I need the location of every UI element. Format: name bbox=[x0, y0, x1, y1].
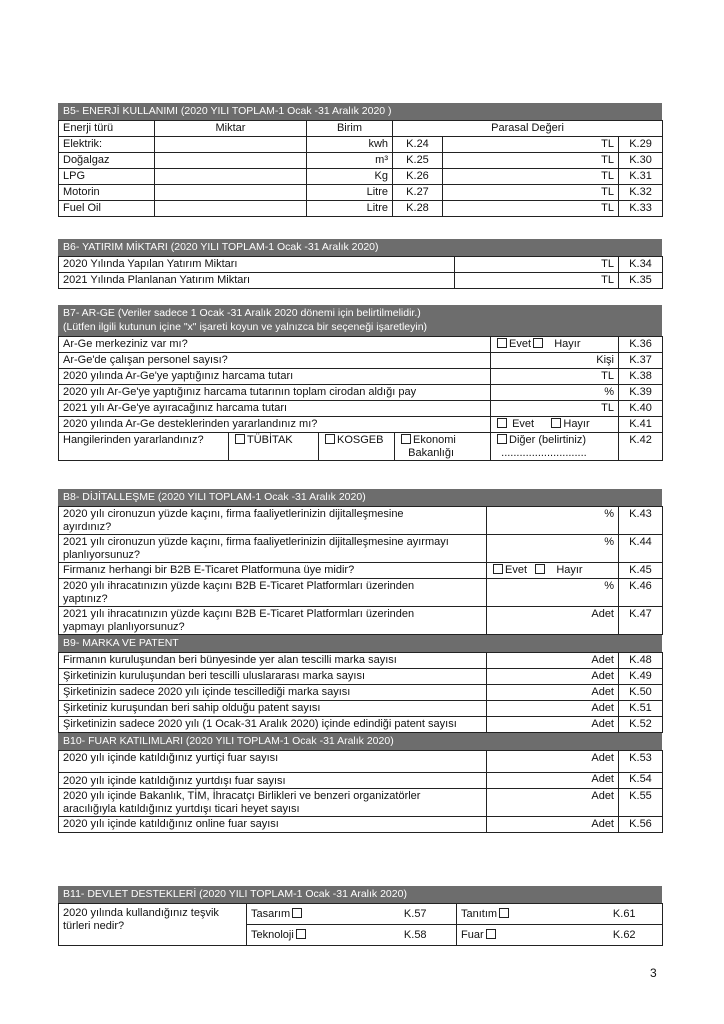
question-label: 2020 yılı içinde katıldığınız yurtiçi fuar sayısı bbox=[59, 751, 487, 773]
code: K.42 bbox=[619, 433, 663, 461]
code: K.55 bbox=[619, 789, 663, 817]
code: K.37 bbox=[619, 353, 663, 369]
table-row bbox=[59, 579, 663, 607]
value-field[interactable]: Adet bbox=[487, 701, 619, 717]
amount-field[interactable] bbox=[155, 169, 307, 185]
no-checkbox[interactable] bbox=[551, 418, 561, 428]
yes-label: Evet bbox=[512, 418, 535, 430]
code: K.52 bbox=[619, 717, 663, 733]
question-label: Ar-Ge'de çalışan personel sayısı? bbox=[59, 353, 491, 369]
amount-field[interactable] bbox=[155, 153, 307, 169]
yes-no-choice bbox=[487, 563, 619, 579]
col-unit: Birim bbox=[307, 121, 393, 137]
option-ministry[interactable] bbox=[395, 433, 491, 461]
energy-type: Doğalgaz bbox=[59, 153, 155, 169]
option-technology[interactable] bbox=[247, 925, 375, 946]
no-label: Hayır bbox=[563, 418, 590, 430]
value-field[interactable]: TL bbox=[491, 369, 619, 385]
section-b5 bbox=[58, 103, 662, 217]
question-line: 2020 yılı içinde Bakanlık, TİM, İhracatçı Birlikleri ve benzeri organizatörler bbox=[63, 790, 421, 802]
value-field[interactable]: Adet bbox=[487, 789, 619, 817]
promotion-checkbox[interactable] bbox=[499, 908, 509, 918]
kosgeb-checkbox[interactable] bbox=[325, 434, 335, 444]
option-label: Teknoloji bbox=[251, 928, 294, 941]
table-row bbox=[59, 653, 663, 669]
value-field[interactable]: Adet bbox=[487, 669, 619, 685]
option-promotion[interactable] bbox=[457, 904, 587, 925]
question-label: Hangilerinden yararlandınız? bbox=[59, 433, 229, 461]
table-row bbox=[59, 607, 663, 635]
code: K.32 bbox=[619, 185, 663, 201]
option-label: Ekonomi bbox=[413, 434, 456, 446]
table-row bbox=[59, 669, 663, 685]
question-label: 2020 yılı Ar-Ge'ye yaptığınız harcama tutarının toplam cirodan aldığı pay bbox=[59, 385, 491, 401]
code: K.38 bbox=[619, 369, 663, 385]
table-row bbox=[59, 535, 663, 563]
question-line: planlıyorsunuz? bbox=[63, 549, 141, 561]
table-row bbox=[59, 507, 663, 535]
value-field[interactable]: Adet bbox=[487, 607, 619, 635]
table-row bbox=[59, 773, 663, 789]
question-label: Firmanın kuruluşundan beri bünyesinde yer alan tescilli marka sayısı bbox=[59, 653, 487, 669]
table-row bbox=[59, 369, 663, 385]
value-field[interactable]: Adet bbox=[487, 653, 619, 669]
value-field[interactable]: TL bbox=[491, 401, 619, 417]
value-field[interactable]: % bbox=[487, 507, 619, 535]
value-field[interactable]: % bbox=[487, 535, 619, 563]
question-label bbox=[59, 789, 487, 817]
table-row bbox=[59, 817, 663, 833]
section-b7 bbox=[58, 305, 662, 461]
section-b10-header: B10- FUAR KATILIMLARI (2020 YILI TOPLAM-1 Ocak -31 Aralık 2020) bbox=[58, 733, 662, 750]
question-line: türleri nedir? bbox=[63, 920, 125, 932]
option-other[interactable] bbox=[491, 433, 619, 461]
energy-table bbox=[58, 120, 663, 217]
code: K.51 bbox=[619, 701, 663, 717]
fair-table bbox=[58, 750, 663, 833]
yes-checkbox[interactable] bbox=[497, 338, 507, 348]
table-row bbox=[59, 153, 663, 169]
amount-field[interactable] bbox=[155, 185, 307, 201]
col-monetary-value: Parasal Değeri bbox=[393, 121, 663, 137]
option-tubitak[interactable] bbox=[229, 433, 319, 461]
page-number: 3 bbox=[650, 966, 657, 980]
question-line: yapmayı planlıyorsunuz? bbox=[63, 621, 185, 633]
technology-checkbox[interactable] bbox=[296, 929, 306, 939]
table-row bbox=[59, 185, 663, 201]
value-field[interactable]: TL bbox=[443, 185, 619, 201]
question-line: 2021 yılı ihracatınızın yüzde kaçını B2B E-Ticaret Platformları üzerinden bbox=[63, 608, 415, 620]
code: K.40 bbox=[619, 401, 663, 417]
code: K.31 bbox=[619, 169, 663, 185]
code: K.27 bbox=[393, 185, 443, 201]
unit: Kg bbox=[307, 169, 393, 185]
tubitak-checkbox[interactable] bbox=[235, 434, 245, 444]
code: K.35 bbox=[619, 273, 663, 289]
code: K.28 bbox=[393, 201, 443, 217]
value-field[interactable]: TL bbox=[443, 137, 619, 153]
question-label: 2021 yılı Ar-Ge'ye ayıracağınız harcama tutarı bbox=[59, 401, 491, 417]
no-label: Hayır bbox=[556, 564, 583, 576]
value-field[interactable]: % bbox=[487, 579, 619, 607]
table-row bbox=[59, 701, 663, 717]
col-amount: Miktar bbox=[155, 121, 307, 137]
code: K.46 bbox=[619, 579, 663, 607]
rnd-table bbox=[58, 336, 663, 461]
code: K.62 bbox=[587, 925, 663, 946]
amount-field[interactable] bbox=[155, 137, 307, 153]
question-label: 2020 yılında Ar-Ge desteklerinden yararlandınız mı? bbox=[59, 417, 491, 433]
amount-field[interactable] bbox=[155, 201, 307, 217]
no-checkbox[interactable] bbox=[535, 564, 545, 574]
yes-no-choice bbox=[491, 337, 619, 353]
code: K.30 bbox=[619, 153, 663, 169]
option-design[interactable] bbox=[247, 904, 375, 925]
question-label: Şirketinizin sadece 2020 yılı içinde tescillediği marka sayısı bbox=[59, 685, 487, 701]
table-row bbox=[59, 169, 663, 185]
table-row bbox=[59, 685, 663, 701]
code: K.33 bbox=[619, 201, 663, 217]
section-b7-title: B7- AR-GE (Veriler sadece 1 Ocak -31 Aralık 2020 dönemi için belirtilmelidir.) bbox=[63, 307, 421, 319]
table-row bbox=[59, 337, 663, 353]
code: K.36 bbox=[619, 337, 663, 353]
energy-type: Motorin bbox=[59, 185, 155, 201]
option-label: Fuar bbox=[461, 928, 484, 941]
question-label: Firmanız herhangi bir B2B E-Ticaret Platformuna üye midir? bbox=[59, 563, 487, 579]
table-row bbox=[59, 385, 663, 401]
table-row bbox=[59, 563, 663, 579]
table-row bbox=[59, 137, 663, 153]
code: K.61 bbox=[587, 904, 663, 925]
state-support-table bbox=[58, 903, 663, 946]
value-field[interactable]: TL bbox=[443, 169, 619, 185]
section-b11-header: B11- DEVLET DESTEKLERİ (2020 YILI TOPLAM-1 Ocak -31 Aralık 2020) bbox=[58, 886, 662, 903]
question-label bbox=[59, 579, 487, 607]
code: K.25 bbox=[393, 153, 443, 169]
code: K.29 bbox=[619, 137, 663, 153]
table-row bbox=[59, 257, 663, 273]
code: K.26 bbox=[393, 169, 443, 185]
investment-table bbox=[58, 256, 663, 289]
section-b11 bbox=[58, 886, 662, 946]
unit: Litre bbox=[307, 185, 393, 201]
option-label: Tasarım bbox=[251, 907, 291, 920]
option-label: TÜBİTAK bbox=[247, 434, 293, 446]
energy-type: Fuel Oil bbox=[59, 201, 155, 217]
question-line: 2021 yılı cironuzun yüzde kaçını, firma faaliyetlerinizin dijitalleşmesine ayırmayı bbox=[63, 536, 449, 548]
option-label-line2: Bakanlığı bbox=[408, 447, 455, 459]
yes-checkbox[interactable] bbox=[497, 418, 507, 428]
section-b8-header: B8- DİJİTALLEŞME (2020 YILI TOPLAM-1 Ocak -31 Aralık 2020) bbox=[58, 489, 662, 506]
value-field[interactable]: Adet bbox=[487, 717, 619, 733]
question-line: ayırdınız? bbox=[63, 521, 112, 533]
option-label: Tanıtım bbox=[461, 907, 498, 920]
other-checkbox[interactable] bbox=[497, 434, 507, 444]
yes-checkbox[interactable] bbox=[493, 564, 503, 574]
code: K.45 bbox=[619, 563, 663, 579]
ministry-checkbox[interactable] bbox=[401, 434, 411, 444]
no-checkbox[interactable] bbox=[533, 338, 543, 348]
question-label bbox=[59, 535, 487, 563]
code: K.43 bbox=[619, 507, 663, 535]
other-fill-line: ............................ bbox=[501, 447, 587, 459]
question-label: Ar-Ge merkeziniz var mı? bbox=[59, 337, 491, 353]
value-field[interactable]: TL bbox=[455, 257, 619, 273]
table-row bbox=[59, 273, 663, 289]
table-row bbox=[59, 904, 663, 925]
value-field[interactable]: TL bbox=[443, 153, 619, 169]
design-checkbox[interactable] bbox=[292, 908, 302, 918]
table-row bbox=[59, 401, 663, 417]
table-row bbox=[59, 433, 663, 461]
yes-no-choice bbox=[491, 417, 619, 433]
col-energy-type: Enerji türü bbox=[59, 121, 155, 137]
section-b6-header: B6- YATIRIM MİKTARI (2020 YILI TOPLAM-1 Ocak -31 Aralık 2020) bbox=[58, 239, 662, 256]
question-label: Şirketinizin kuruluşundan beri tescilli uluslararası marka sayısı bbox=[59, 669, 487, 685]
question-label: Şirketiniz kuruşundan beri sahip olduğu patent sayısı bbox=[59, 701, 487, 717]
value-field[interactable]: Adet bbox=[487, 751, 619, 773]
yes-label: Evet bbox=[505, 564, 528, 576]
no-label: Hayır bbox=[554, 338, 581, 350]
value-field[interactable]: % bbox=[491, 385, 619, 401]
question-label bbox=[59, 607, 487, 635]
unit: m³ bbox=[307, 153, 393, 169]
energy-type: LPG bbox=[59, 169, 155, 185]
section-b7-note: (Lütfen ilgili kutunun içine "x" işareti koyun ve yalnızca bir seçeneği işaretleyin) bbox=[63, 321, 428, 333]
question-line: yaptınız? bbox=[63, 593, 108, 605]
question-line: 2020 yılı ihracatınızın yüzde kaçını B2B E-Ticaret Platformları üzerinden bbox=[63, 580, 415, 592]
code: K.49 bbox=[619, 669, 663, 685]
question-line: 2020 yılında kullandığınız teşvik bbox=[63, 907, 219, 919]
value-field[interactable]: TL bbox=[455, 273, 619, 289]
question-line: aracılığıyla katıldığınız yurtdışı ticari heyet sayısı bbox=[63, 803, 300, 815]
question-label bbox=[59, 904, 247, 946]
value-field[interactable]: TL bbox=[443, 201, 619, 217]
value-field[interactable]: Adet bbox=[487, 773, 619, 789]
question-label: 2020 yılı içinde katıldığınız yurtdışı fuar sayısı bbox=[59, 773, 487, 789]
code: K.24 bbox=[393, 137, 443, 153]
value-field[interactable]: Adet bbox=[487, 685, 619, 701]
code: K.41 bbox=[619, 417, 663, 433]
table-row bbox=[59, 789, 663, 817]
code: K.54 bbox=[619, 773, 663, 789]
table-row bbox=[59, 717, 663, 733]
option-label: KOSGEB bbox=[337, 434, 384, 446]
code: K.56 bbox=[619, 817, 663, 833]
code: K.34 bbox=[619, 257, 663, 273]
section-b9-header: B9- MARKA VE PATENT bbox=[58, 635, 662, 652]
section-b7-header bbox=[58, 305, 662, 336]
option-kosgeb[interactable] bbox=[319, 433, 395, 461]
brand-patent-table bbox=[58, 652, 663, 733]
table-row bbox=[59, 751, 663, 773]
question-line: 2020 yılı cironuzun yüzde kaçını, firma faaliyetlerinizin dijitalleşmesine bbox=[63, 508, 404, 520]
table-row bbox=[59, 201, 663, 217]
energy-type: Elektrik: bbox=[59, 137, 155, 153]
question-label bbox=[59, 507, 487, 535]
section-b5-header: B5- ENERJİ KULLANIMI (2020 YILI TOPLAM-1 Ocak -31 Aralık 2020 ) bbox=[58, 103, 662, 120]
fair-checkbox[interactable] bbox=[486, 929, 496, 939]
code: K.50 bbox=[619, 685, 663, 701]
unit: Litre bbox=[307, 201, 393, 217]
digitalization-table bbox=[58, 506, 663, 635]
code: K.48 bbox=[619, 653, 663, 669]
row-label: 2020 Yılında Yapılan Yatırım Miktarı bbox=[59, 257, 455, 273]
value-field[interactable]: Adet bbox=[487, 817, 619, 833]
code: K.53 bbox=[619, 751, 663, 773]
code: K.57 bbox=[375, 904, 457, 925]
question-label: Şirketinizin sadece 2020 yılı (1 Ocak-31 Aralık 2020) içinde edindiği patent sayısı bbox=[59, 717, 487, 733]
question-label: 2020 yılında Ar-Ge'ye yaptığınız harcama tutarı bbox=[59, 369, 491, 385]
section-b8 bbox=[58, 489, 662, 833]
code: K.58 bbox=[375, 925, 457, 946]
option-label: Diğer (belirtiniz) bbox=[509, 434, 587, 446]
value-field[interactable]: Kişi bbox=[491, 353, 619, 369]
code: K.39 bbox=[619, 385, 663, 401]
code: K.47 bbox=[619, 607, 663, 635]
yes-label: Evet bbox=[509, 338, 532, 350]
question-label: 2020 yılı içinde katıldığınız online fuar sayısı bbox=[59, 817, 487, 833]
code: K.44 bbox=[619, 535, 663, 563]
row-label: 2021 Yılında Planlanan Yatırım Miktarı bbox=[59, 273, 455, 289]
table-row bbox=[59, 353, 663, 369]
option-fair[interactable] bbox=[457, 925, 587, 946]
unit: kwh bbox=[307, 137, 393, 153]
table-row bbox=[59, 417, 663, 433]
section-b6 bbox=[58, 239, 662, 289]
